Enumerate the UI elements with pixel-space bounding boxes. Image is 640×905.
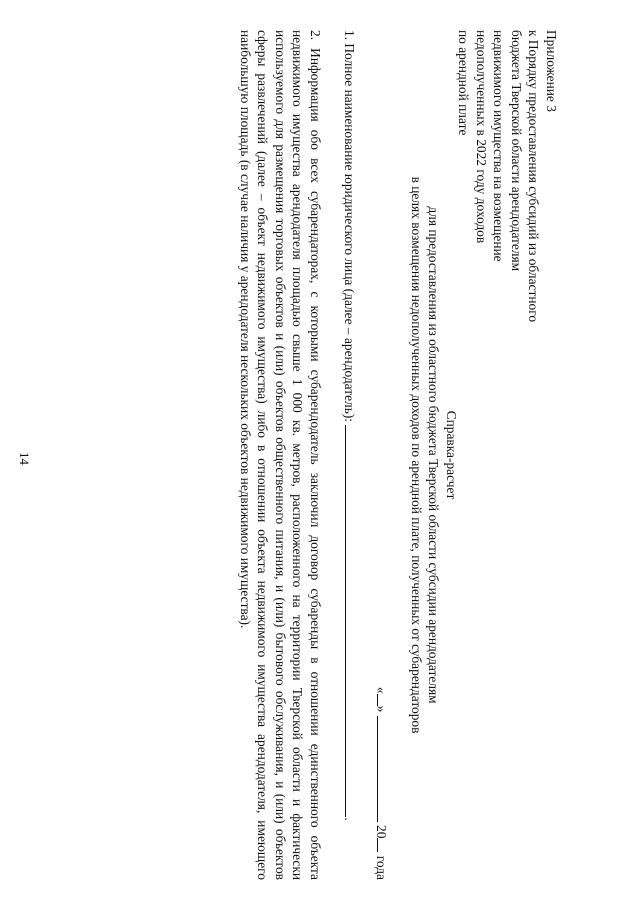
date-year-word: года — [374, 855, 389, 880]
appendix-line: по арендной плате — [456, 30, 472, 136]
document-title — [407, 30, 460, 880]
item-1-text: 1. Полное наименование юридического лица (далее – арендодатель): — [342, 30, 357, 423]
appendix-line: к Порядку предоставления субсидий из областного — [526, 30, 542, 323]
item-1-end: . — [342, 817, 357, 821]
appendix-line: недвижимого имущества на возмещение — [491, 30, 507, 262]
item-1 — [340, 30, 358, 880]
rotated-document — [40, 30, 600, 880]
title-line: Справка-расчет — [444, 410, 459, 500]
date-open-quote: « — [374, 686, 389, 694]
organization-name-blank — [345, 425, 358, 817]
date-line — [372, 687, 390, 880]
item-2: 2. Информация обо всех субарендаторах, с которыми субарендодатель заключил договор субаренды в отношении единственного объекта недвижимого имущества арендодателя площадью свыше 1 000 кв. метров, расположенного на территории Тверской области и фактически используемого для размещения торговых объектов и (или) объектов общественного питания, и (или) бытового обслуживания, и (или) объектов сферы развлечений (далее – объект недвижимого имущества) либо в отношении объекта недвижимого имущества арендодателя, имеющего наибольшую площадь (в случае наличия у арендодателя нескольких объектов недвижимого имущества). — [237, 30, 323, 880]
day-blank — [377, 694, 390, 706]
appendix-line: недополученных в 2022 году доходов — [473, 30, 489, 244]
appendix-line: Приложение 3 — [544, 30, 559, 112]
title-line: для предоставления из областного бюджета Тверской области субсидии арендодателям — [426, 206, 442, 704]
date-century: 20 — [374, 825, 389, 839]
appendix-header — [454, 30, 560, 330]
month-blank — [377, 716, 390, 822]
year-blank — [377, 838, 390, 852]
page-number: 14 — [17, 452, 32, 465]
appendix-line: бюджета Тверской области арендодателям — [508, 30, 524, 272]
date-close-quote: » — [374, 705, 389, 713]
title-line: в целях возмещения недополученных доходов по арендной плате, полученных от субарендаторов — [408, 176, 424, 734]
